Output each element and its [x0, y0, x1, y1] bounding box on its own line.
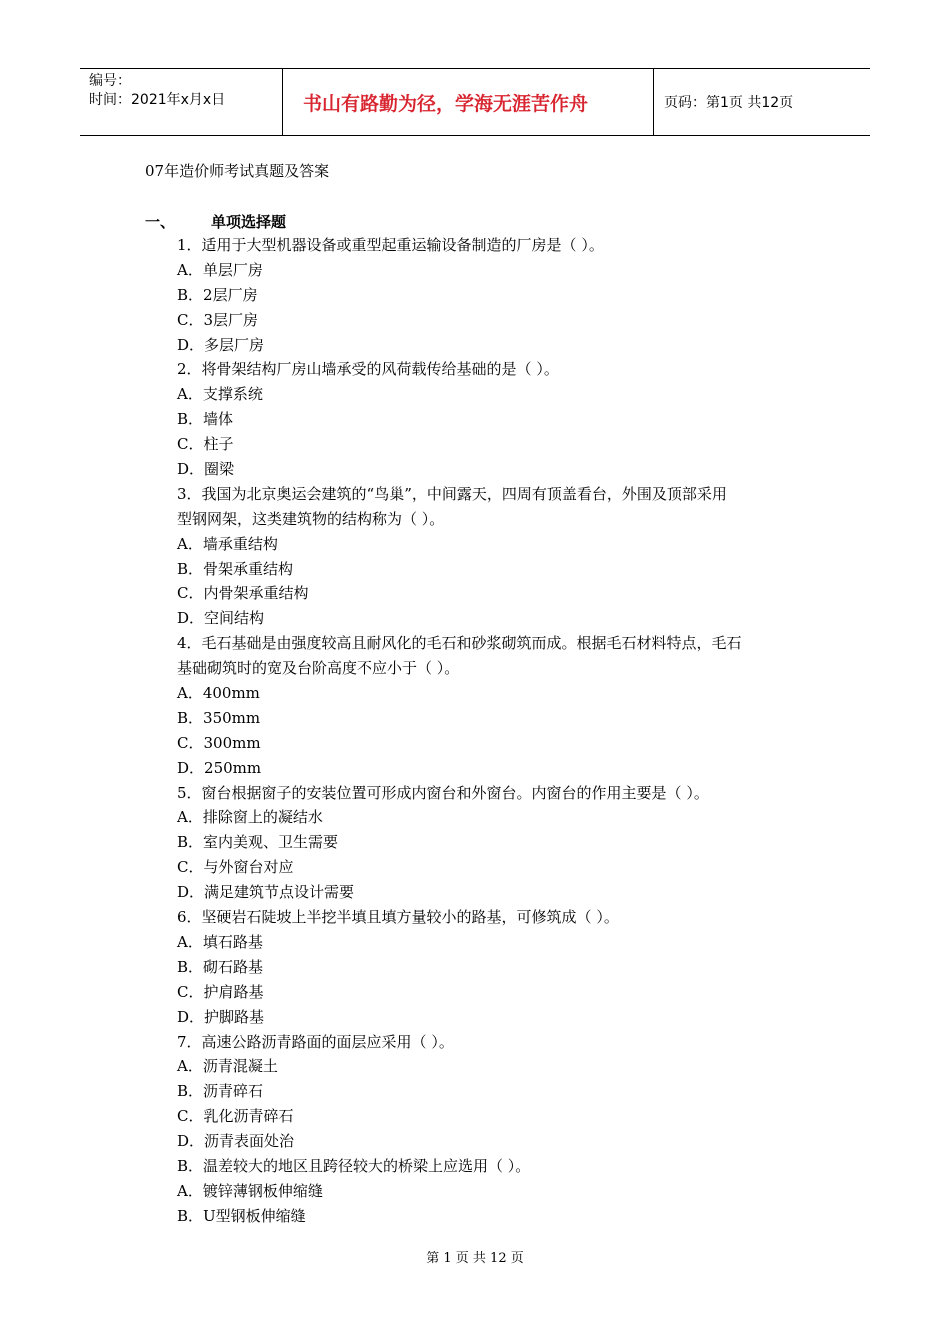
- text-line: B．沥青碎石: [177, 1082, 264, 1101]
- text-line: 基础砌筑时的宽及台阶高度不应小于（ ）。: [177, 659, 460, 678]
- section-number: 一、: [145, 213, 176, 231]
- text-line: C．护肩路基: [177, 982, 264, 1001]
- text-line: D．满足建筑节点设计需要: [177, 883, 355, 902]
- text-line: 1．适用于大型机器设备或重型起重运输设备制造的厂房是（ ）。: [177, 236, 604, 254]
- text-line: B．350mm: [177, 708, 261, 727]
- time-label: 时间：2021年x月x日: [89, 92, 226, 108]
- text-line: 2．将骨架结构厂房山墙承受的风荷载传给基础的是（ ）。: [177, 360, 559, 379]
- text-line: C．3层厂房: [177, 310, 259, 329]
- text-line: C．300mm: [177, 733, 261, 752]
- text-line: A．沥青混凝土: [177, 1057, 278, 1076]
- text-line: D．多层厂房: [177, 335, 265, 354]
- text-line: A．墙承重结构: [177, 534, 278, 553]
- text-line: B．骨架承重结构: [177, 559, 294, 578]
- text-line: A．填石路基: [177, 932, 263, 951]
- page-footer: 第 1 页 共 12 页: [426, 1251, 524, 1266]
- text-line: A．排除窗上的凝结水: [177, 808, 323, 827]
- document-title: 07年造价师考试真题及答案: [145, 162, 330, 180]
- text-line: B．墙体: [177, 410, 234, 429]
- text-line: A．镀锌薄钢板伸缩缝: [177, 1181, 323, 1200]
- text-line: C．柱子: [177, 435, 234, 454]
- text-line: 5．窗台根据窗子的安装位置可形成内窗台和外窗台。内窗台的作用主要是（ ）。: [177, 783, 709, 802]
- section-title: 单项选择题: [211, 213, 287, 231]
- text-line: 型钢网架，这类建筑物的结构称为（ ）。: [177, 509, 445, 528]
- header-page-cell: [654, 69, 870, 135]
- text-line: D．250mm: [177, 758, 262, 777]
- code-label: 编号：: [89, 73, 131, 89]
- text-line: 7．高速公路沥青路面的面层应采用（ ）。: [177, 1032, 454, 1051]
- motto-text: 书山有路勤为径，学海无涯苦作舟: [303, 92, 589, 115]
- text-line: 3．我国为北京奥运会建筑的“鸟巢”，中间露天，四周有顶盖看台，外围及顶部采用: [177, 484, 727, 503]
- text-line: C．乳化沥青碎石: [177, 1107, 294, 1126]
- text-line: D．护脚路基: [177, 1007, 265, 1026]
- text-line: D．空间结构: [177, 609, 265, 628]
- text-line: 4．毛石基础是由强度较高且耐风化的毛石和砂浆砌筑而成。根据毛石材料特点，毛石: [177, 634, 742, 653]
- text-line: B．温差较大的地区且跨径较大的桥梁上应选用（ ）。: [177, 1156, 531, 1175]
- text-line: B．2层厂房: [177, 285, 258, 304]
- text-line: A．单层厂房: [177, 260, 263, 279]
- text-line: B．砌石路基: [177, 957, 264, 976]
- page-info: 页码：第1页 共12页: [664, 95, 794, 111]
- text-line: D．圈梁: [177, 460, 235, 479]
- text-line: D．沥青表面处治: [177, 1132, 295, 1151]
- header-meta-cell: [80, 69, 282, 135]
- question-list: [177, 233, 817, 1229]
- header-motto-cell: [282, 69, 654, 135]
- text-line: C．内骨架承重结构: [177, 584, 309, 603]
- text-line: A．支撑系统: [177, 385, 263, 404]
- text-line: B．室内美观、卫生需要: [177, 833, 339, 852]
- text-line: C．与外窗台对应: [177, 858, 294, 877]
- text-line: B．U型钢板伸缩缝: [177, 1206, 306, 1225]
- page-header: [80, 68, 870, 136]
- text-line: A．400mm: [177, 684, 260, 703]
- section-heading: [145, 211, 286, 232]
- text-line: 6．坚硬岩石陡坡上半挖半填且填方量较小的路基，可修筑成（ ）。: [177, 908, 619, 927]
